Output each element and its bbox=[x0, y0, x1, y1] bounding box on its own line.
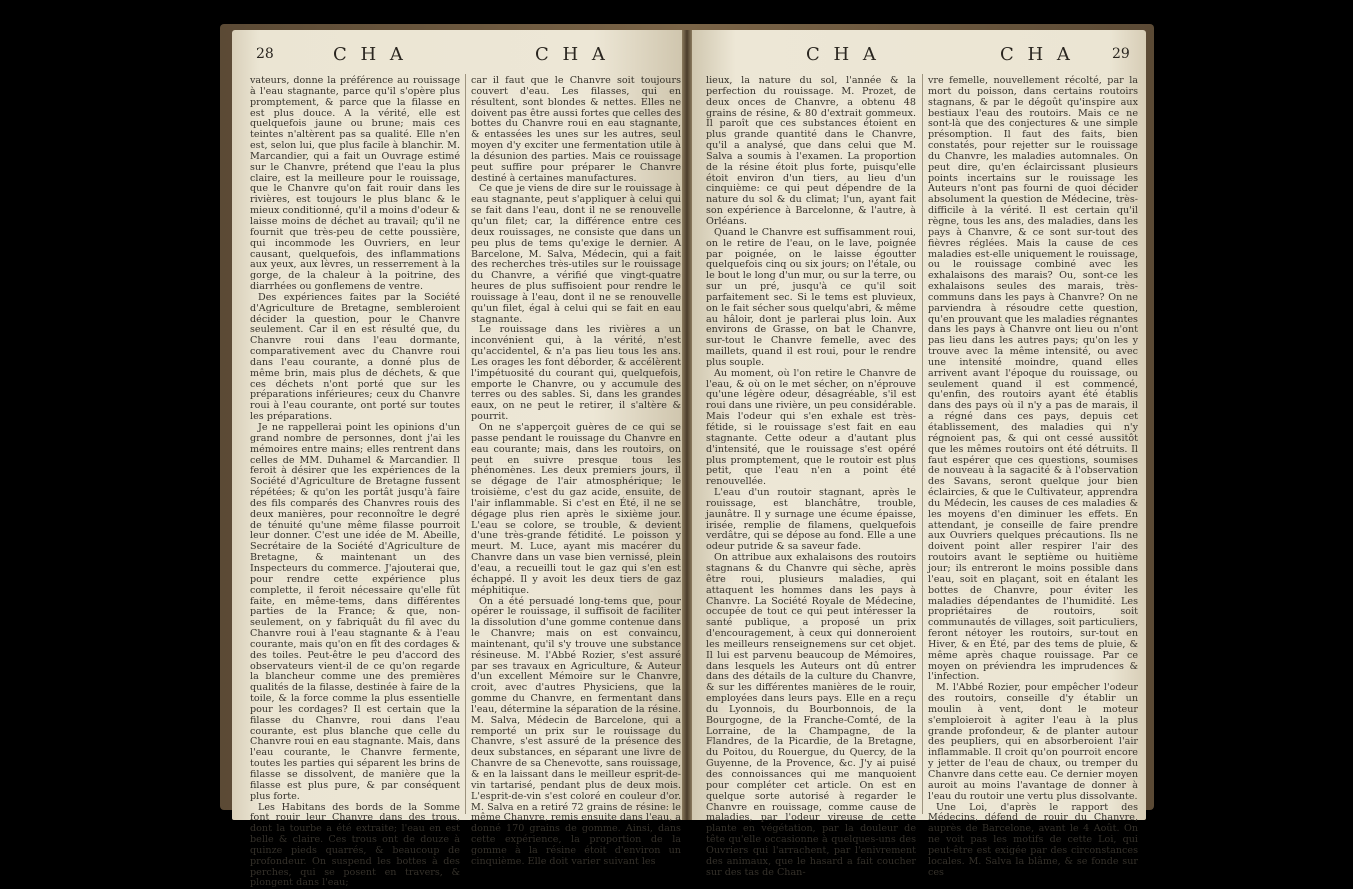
right-running-head-1: C H A bbox=[806, 44, 880, 65]
paragraph: M. l'Abbé Rozier, pour empêcher l'odeur des routoirs, conseille d'y établir un moulin à vent, dont le moteur s'emploieroit à agiter l'eau à la plus grande profondeur, & de planter autour des peupliers, qui en absorberoient l'air inflammable. Il croit qu'on pourroit encore y jetter de l'eau de chaux, ou tremper du Chanvre dans cette eau. Ce dernier moyen auroit au moins l'avantage de donner à l'eau du routoir une vertu plus dissolvante. bbox=[928, 682, 1138, 802]
paragraph: L'eau d'un routoir stagnant, après le rouissage, est blanchâtre, trouble, jaunâtre. Il y surnage une écume épaisse, irisée, remplie de filamens, quelquefois verdâtre, qui se dépose au fond. Elle a une odeur putride & sa saveur fade. bbox=[706, 487, 916, 553]
paragraph: Je ne rappellerai point les opinions d'un grand nombre de personnes, dont j'ai les mémoires entre mains; elles rentrent dans celles de MM. Duhamel & Marcandier. Il feroit à désirer que les expériences de la Société d'Agriculture de Bretagne fussent répétées; & qu'on les portât jusqu'à faire des fils comparés des Chanvres rouis des deux manières, pour reconnoître le degré de ténuité qu'une même filasse pourroit leur donner. C'est une idée de M. Abeille, Secrétaire de la Société d'Agriculture de Bretagne, & maintenant un des Inspecteurs du commerce. J'ajouterai que, pour rendre cette expérience plus complette, il feroit nécessaire qu'elle fût faite, en même-tems, dans différentes parties de la France; & que, non-seulement, on y fabriquât du fil avec du Chanvre roui à l'eau stagnante & à l'eau courante, mais qu'on en fît des cordages & des toiles. Peut-être le peu d'accord des observateurs vient-il de ce qu'on regarde la blancheur comme une des premières qualités de la filasse, destinée à faire de la toile, & la force comme la plus essentielle pour les cordages? Il est certain que la filasse du Chanvre, roui dans l'eau courante, est plus blanche que celle du Chanvre roui en eau stagnante. Mais, dans l'eau courante, le Chanvre fermente, toutes les parties qui séparent les brins de filasse se dissolvent, de manière que la filasse est plus pure, & par conséquent plus forte. bbox=[250, 422, 460, 802]
left-page-number: 28 bbox=[256, 46, 274, 62]
book-gutter bbox=[682, 30, 692, 820]
paragraph: Ce que je viens de dire sur le rouissage à eau stagnante, peut s'appliquer à celui qui se fait dans l'eau, dont il ne se renouvelle qu'un filet; car, la différence entre ces deux rouissages, ne consiste que dans un peu plus de tems qu'exige le dernier. A Barcelone, M. Salva, Médecin, qui a fait des recherches très-utiles sur le rouissage du Chanvre, a vérifié que vingt-quatre heures de plus suffisoient pour rendre le rouissage à l'eau, dont il ne se renouvelle qu'un filet, égal à celui qui se fait en eau stagnante. bbox=[471, 183, 681, 325]
right-page-number: 29 bbox=[1112, 46, 1130, 62]
left-page-column-1 bbox=[250, 75, 460, 889]
left-page-column-2 bbox=[471, 75, 681, 867]
paragraph: On a été persuadé long-tems que, pour opérer le rouissage, il suffisoit de faciliter la dissolution d'une gomme contenue dans le Chanvre; mais on est convaincu, maintenant, qu'il s'y trouve une substance résineuse. M. l'Abbé Rozier, s'est assuré par ses travaux en Agriculture, & Auteur d'un excellent Mémoire sur le Chanvre, croit, avec d'autres Physiciens, que la gomme du Chanvre, en fermentant dans l'eau, détermine la séparation de la résine. M. Salva, Médecin de Barcelone, qui a remporté un prix sur le rouissage du Chanvre, s'est assuré de la présence des deux substances, en séparant une livre de Chanvre de sa Chenevotte, sans rouissage, & en la laissant dans le meilleur esprit-de-vin tartarisé, pendant plus de deux mois. L'esprit-de-vin s'est coloré en couleur d'or. M. Salva en a retiré 72 grains de résine: le même Chanvre, remis ensuite dans l'eau, a donné 170 grains de gomme. Ainsi, dans cette expérience, la proportion de la gomme à la résine étoit d'environ un cinquième. Elle doit varier suivant les bbox=[471, 595, 681, 867]
column-divider bbox=[922, 74, 923, 814]
right-page-column-2 bbox=[928, 75, 1138, 878]
paragraph: On attribue aux exhalaisons des routoirs stagnans & du Chanvre qui sèche, après être roui, plusieurs maladies, qui attaquent les hommes dans les pays à Chanvre. La Société Royale de Médecine, occupée de tout ce qui peut intéresser la santé publique, a proposé un prix d'encouragement, à ceux qui donneroient les meilleurs renseignemens sur cet objet. Il lui est parvenu beaucoup de Mémoires, dans lesquels les Auteurs ont dû entrer dans des détails de la culture du Chanvre, & sur les différentes manières de le rouir, employées dans leurs pays. Elle en a reçu du Lyonnois, du Bourbonnois, de la Bourgogne, de la Franche-Comté, de la Lorraine, de la Champagne, de la Flandres, de la Picardie, de la Bretagne, du Poitou, du Rouergue, du Quercy, de la Guyenne, de la Provence, &c. J'y ai puisé des connoissances qui me manquoient pour compléter cet article. On est en quelque sorte autorisé à regarder le Chanvre en rouissage, comme cause de maladies, par l'odeur vireuse de cette plante en végétation, par la douleur de tête qu'elle occasionne à quelques-uns des Ouvriers qui l'arrachent, par l'enivrement des animaux, que le hasard a fait coucher sur des tas de Chan- bbox=[706, 552, 916, 878]
right-page-column-1 bbox=[706, 75, 916, 878]
paragraph: On ne s'apperçoit guères de ce qui se passe pendant le rouissage du Chanvre en eau courante; mais, dans les routoirs, on peut en suivre presque tous les phénomènes. Les deux premiers jours, il se dégage de l'air atmosphérique; le troisième, c'est du gaz acide, ensuite, de l'air inflammable. Si c'est en Été, il ne se dégage plus rien après le sixième jour. L'eau se colore, se trouble, & devient d'une très-grande fétidité. Le poisson y meurt. M. Luce, ayant mis macérer du Chanvre dans un vase bien vernissé, plein d'eau, a recueilli tout le gaz qui s'en est échappé. Il y avoit les deux tiers de gaz méphitique. bbox=[471, 422, 681, 596]
right-running-head-2: C H A bbox=[1000, 44, 1074, 65]
paragraph: Quand le Chanvre est suffisamment roui, on le retire de l'eau, on le lave, poignée par poignée, on le laisse égoutter quelquefois cinq ou six jours; on l'étale, ou le bout le long d'un mur, ou sur la terre, ou sur un pré, jusqu'à ce qu'il soit parfaitement sec. Si le tems est pluvieux, on le fait sécher sous quelqu'abri, & même au hâloir, dont je parlerai plus loin. Aux environs de Grasse, on bat le Chanvre, sur-tout le Chanvre femelle, avec des maillets, quand il est roui, pour le rendre plus souple. bbox=[706, 226, 916, 368]
paragraph: car il faut que le Chanvre soit toujours couvert d'eau. Les filasses, qui en résultent, sont blondes & nettes. Elles ne doivent pas être aussi fortes que celles des bottes du Chanvre roui en eau stagnante, & entassées les unes sur les autres, seul moyen d'y exciter une fermentation utile à la désunion des parties. Mais ce rouissage peut suffire pour préparer le Chanvre destiné à certaines manufactures. bbox=[471, 75, 681, 184]
paragraph: Une Loi, d'après le rapport des Médecins, défend de rouir du Chanvre, auprès de Barcelone, avant le 4 Août. On ne voit pas les motifs de cette Loi, qui peut-être est exigée par des circonstances locales. M. Salva la blâme, & se fonde sur ces bbox=[928, 801, 1138, 878]
paragraph: Les Habitans des bords de la Somme font rouir leur Chanvre dans des trous, dont la tourbe a été extraite; l'eau en est belle & claire. Ces trous ont de douze à quinze pieds quarrés, & beaucoup de profondeur. On suspend les bottes à des perches, qui se posent en travers, & plongent dans l'eau; bbox=[250, 801, 460, 889]
column-divider bbox=[465, 74, 466, 814]
paragraph: vateurs, donne la préférence au rouissage à l'eau stagnante, parce qu'il s'opère plus promptement, & parce que la filasse en est plus douce. A la vérité, elle est quelquefois jaune ou brune; mais ces teintes n'altèrent pas sa qualité. Elle n'en est, selon lui, que plus facile à blanchir. M. Marcandier, qui a fait un Ouvrage estimé sur le Chanvre, prétend que l'eau la plus claire, est la meilleure pour le rouissage, que le Chanvre qu'on fait rouir dans les rivières, est toujours le plus blanc & le mieux conditionné, qu'il a moins d'odeur & laisse moins de déchet au travail; qu'il ne fournit que très-peu de cette poussière, qui incommode les Ouvriers, en leur causant, quelquefois, des inflammations aux yeux, aux lèvres, un resserrement à la gorge, de la chaleur à la poitrine, des diarrhées ou gonflemens de ventre. bbox=[250, 75, 460, 293]
paragraph: vre femelle, nouvellement récolté, par la mort du poisson, dans certains routoirs stagnans, & par le dégoût qu'inspire aux bestiaux l'eau des routoirs. Mais ce ne sont-là que des conjectures & une simple présomption. Il faut des faits, bien constatés, pour rejetter sur le rouissage du Chanvre, les maladies automnales. On peut dire, qu'en éclaircissant plusieurs points incertains sur le rouissage les Auteurs n'ont pas fourni de quoi décider absolument la question de Médecine, très-difficile à la vérité. Il est certain qu'il règne, tous les ans, des maladies, dans les pays à Chanvre, & ce sont sur-tout des fièvres réglées. Mais la cause de ces maladies est-elle uniquement le rouissage, ou le rouissage combiné avec les exhalaisons des marais? Ou, sont-ce les exhalaisons seules des marais, très-communs dans les pays à Chanvre? On ne parviendra à résoudre cette question, qu'en prouvant que les maladies régnantes dans les pays à Chanvre ont lieu ou n'ont pas lieu dans les autres pays; qu'on les y trouve avec la même intensité, ou avec une intensité moindre, quand elles arrivent avant l'époque du rouissage, ou seulement quand il est commencé, qu'enfin, des routoirs ayant été établis dans des pays où il n'y a pas de marais, il a régné dans ces pays, depuis cet établissement, des maladies qui n'y régnoient pas, & qui ont cessé aussitôt que les mêmes routoirs ont été détruits. Il faut espérer que ces questions, soumises de nouveau à la sagacité & à l'observation des Savans, seront quelque jour bien éclaircies, & que le Cultivateur, apprendra du Médecin, les causes de ces maladies & les moyens d'en diminuer les effets. En attendant, je conseille de faire prendre aux Ouvriers quelques précautions. Ils ne doivent point aller respirer l'air des routoirs avant le septième ou huitième jour; ils entreront le moins possible dans l'eau, soit en plaçant, soit en étalant les bottes de Chanvre, pour éviter les maladies dépendantes de l'humidité. Les propriétaires de routoirs, soit communautés de villages, soit particuliers, feront nétoyer les routoirs, sur-tout en Hiver, & en Été, par des tems de pluie, & même après chaque rouissage. Par ce moyen on préviendra les imprudences & l'infection. bbox=[928, 75, 1138, 683]
left-running-head-2: C H A bbox=[535, 44, 609, 65]
paragraph: Des expériences faites par la Société d'Agriculture de Bretagne, sembleroient décider la question, pour le Chanvre seulement. Car il en est résulté que, du Chanvre roui dans l'eau dormante, comparativement avec du Chanvre roui dans l'eau courante, a donné plus de même brin, mais plus de déchets, & que ces déchets n'ont porté que sur les préparations inférieures; ceux du Chanvre roui à l'eau courante, ont porté sur toutes les préparations. bbox=[250, 291, 460, 423]
left-running-head-1: C H A bbox=[333, 44, 407, 65]
paragraph: lieux, la nature du sol, l'année & la perfection du rouissage. M. Prozet, de deux onces de Chanvre, a obtenu 48 grains de résine, & 80 d'extrait gommeux. Il paroît que ces substances étoient en plus grande quantité dans le Chanvre, qu'il a analysé, que dans celui que M. Salva a soumis à l'examen. La proportion de la résine étoit plus forte, puisqu'elle étoit environ d'un tiers, au lieu d'un cinquième: ce qui peut dépendre de la nature du sol & du climat; l'un, ayant fait son expérience à Barcelonne, & l'autre, à Orléans. bbox=[706, 75, 916, 227]
paragraph: Le rouissage dans les rivières a un inconvénient qui, à la vérité, n'est qu'accidentel, & n'a pas lieu tous les ans. Les orages les font déborder, & accélèrent l'impétuosité du courant qui, quelquefois, emporte le Chanvre, ou y accumule des terres ou des sables. Si, dans les grandes eaux, on ne peut le retirer, il s'altère & pourrit. bbox=[471, 324, 681, 423]
paragraph: Au moment, où l'on retire le Chanvre de l'eau, & où on le met sécher, on n'éprouve qu'une légère odeur, désagréable, s'il est roui dans une rivière, un peu considérable. Mais l'odeur qui s'en exhale est très-fétide, si le rouissage s'est fait en eau stagnante. Cette odeur a d'autant plus d'intensité, que le rouissage s'est opéré plus promptement, que le routoir est plus petit, que l'eau n'en a point été renouvellée. bbox=[706, 367, 916, 488]
